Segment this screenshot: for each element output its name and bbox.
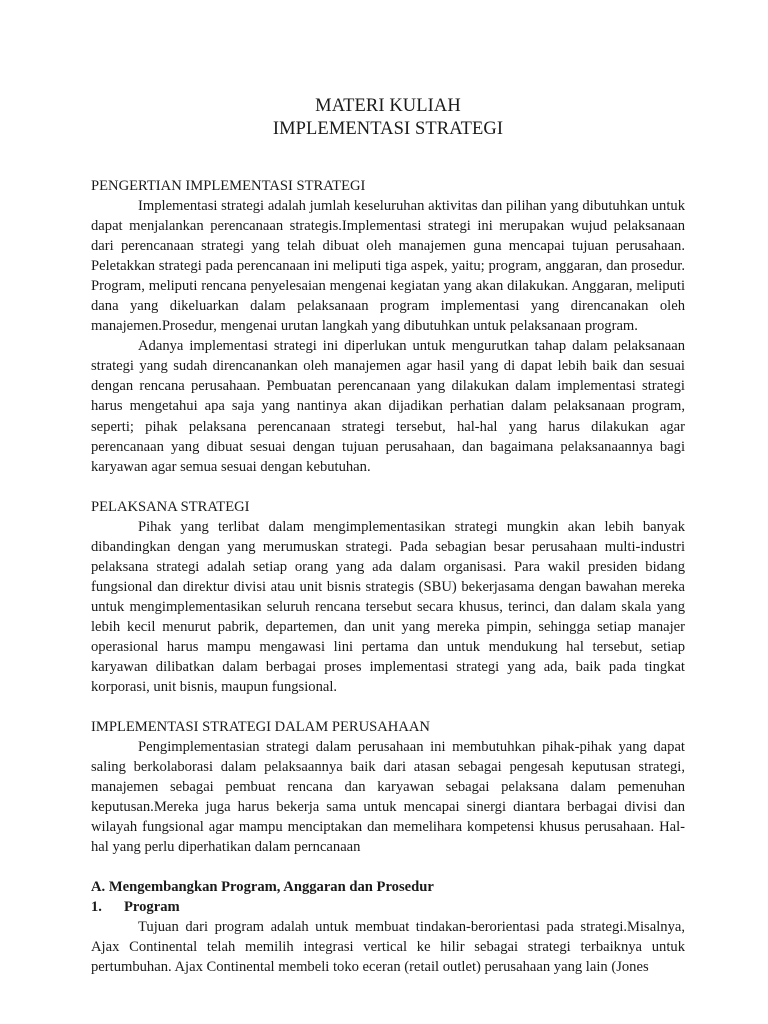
paragraph: Tujuan dari program adalah untuk membuat tindakan-berorientasi pada strategi.Misalnya, Ajax Continental telah memilih integrasi vertical ke hilir sebagai strategi terbaiknya untuk pertumbuhan. Ajax Continental membeli toko eceran (retail outlet) perusahaan yang lain (Jones bbox=[91, 919, 685, 976]
title-line-1: MATERI KULIAH bbox=[315, 96, 461, 116]
subsection-heading-a: A. Mengembangkan Program, Anggaran dan Prosedur bbox=[91, 879, 434, 896]
title-line-2: IMPLEMENTASI STRATEGI bbox=[272, 119, 504, 139]
paragraph: Pihak yang terlibat dalam mengimplementasikan strategi mungkin akan lebih banyak dibandingkan dengan yang merumuskan strategi. Pada sebagian besar perusahaan multi-industri pelaksana strategi adalah setiap orang yang ada dalam organisasi. Para wakil presiden bidang fungsional dan direktur divisi atau unit bisnis strategis (SBU) bekerjasama dengan bawahan mereka untuk mengimplementasikan seluruh rencana tersebut secara khusus, terinci, dan dalam skala yang lebih kecil menurut pabrik, departemen, dan unit yang mereka pimpin, sehingga setiap manajer operasional harus mampu mengawasi lini pertama dan untuk mendukung hal tersebut, setiap karyawan dilibatkan dalam berbagai proses implementasi strategi yang ada, baik pada tingkat korporasi, unit bisnis, maupun fungsional. bbox=[91, 518, 685, 696]
document-title bbox=[91, 0, 685, 141]
paragraph: Adanya implementasi strategi ini diperlukan untuk mengurutkan tahap dalam pelaksanaan strategi yang sudah direncanankan oleh manajemen agar hasil yang di dapat lebih baik dan sesuai dengan rencana perusahaan. Pembuatan perencanaan yang dilakukan dalam implementasi strategi harus mengetahui apa saja yang nantinya akan dijadikan perhatian dalam pelaksanaan program, seperti; pihak pelaksana perencanaan strategi tersebut, hal-hal yang harus dilakukan agar perencanaan yang dibuat sesuai dengan tujuan perusahaan, dan bagaimana pelaksanaannya bagi karyawan agar semua sesuai dengan kebutuhan. bbox=[91, 338, 685, 475]
section-heading-pengertian: PENGERTIAN IMPLEMENTASI STRATEGI bbox=[91, 178, 366, 194]
section-heading-implementasi-perusahaan: IMPLEMENTASI STRATEGI DALAM PERUSAHAAN bbox=[91, 719, 430, 736]
paragraph: Implementasi strategi adalah jumlah keseluruhan aktivitas dan pilihan yang dibutuhkan untuk dapat menjalankan perencanaan strategis.Implementasi strategi ini merupakan wujud pelaksanaan dari perencanaan strategi yang telah dibuat oleh manajemen guna mencapai tujuan perusahaan. Peletakkan strategi pada perencanaan ini meliputi tiga aspek, yaitu; program, anggaran, dan prosedur. Program, meliputi rencana penyelesaian mengenai kegiatan yang akan dilakukan. Anggaran, meliputi dana yang dikeluarkan dalam pelaksanaan program implementasi yang direncanakan oleh manajemen.Prosedur, mengenai urutan langkah yang dibutuhkan untuk pelaksanaan program. bbox=[91, 198, 685, 335]
paragraph: Pengimplementasian strategi dalam perusahaan ini membutuhkan pihak-pihak yang dapat saling berkolaborasi dalam pelaksaannya baik dari atasan sebagai pengesah keputusan strategi, manajemen sebagai pembuat rencana dan karyawan sebagai pelaksana dalam pemenuhan keputusan.Mereka juga harus bekerja sama untuk mencapai sinergi diantara berbagai divisi dan wilayah fungsional agar mampu menciptakan dan memelihara kompetensi khusus perusahaan. Hal-hal yang perlu diperhatikan dalam perncanaan bbox=[91, 739, 685, 856]
section-heading-pelaksana: PELAKSANA STRATEGI bbox=[91, 498, 250, 515]
item-title: Program bbox=[124, 899, 180, 916]
item-number: 1. bbox=[91, 899, 102, 916]
numbered-item-heading bbox=[91, 897, 685, 917]
